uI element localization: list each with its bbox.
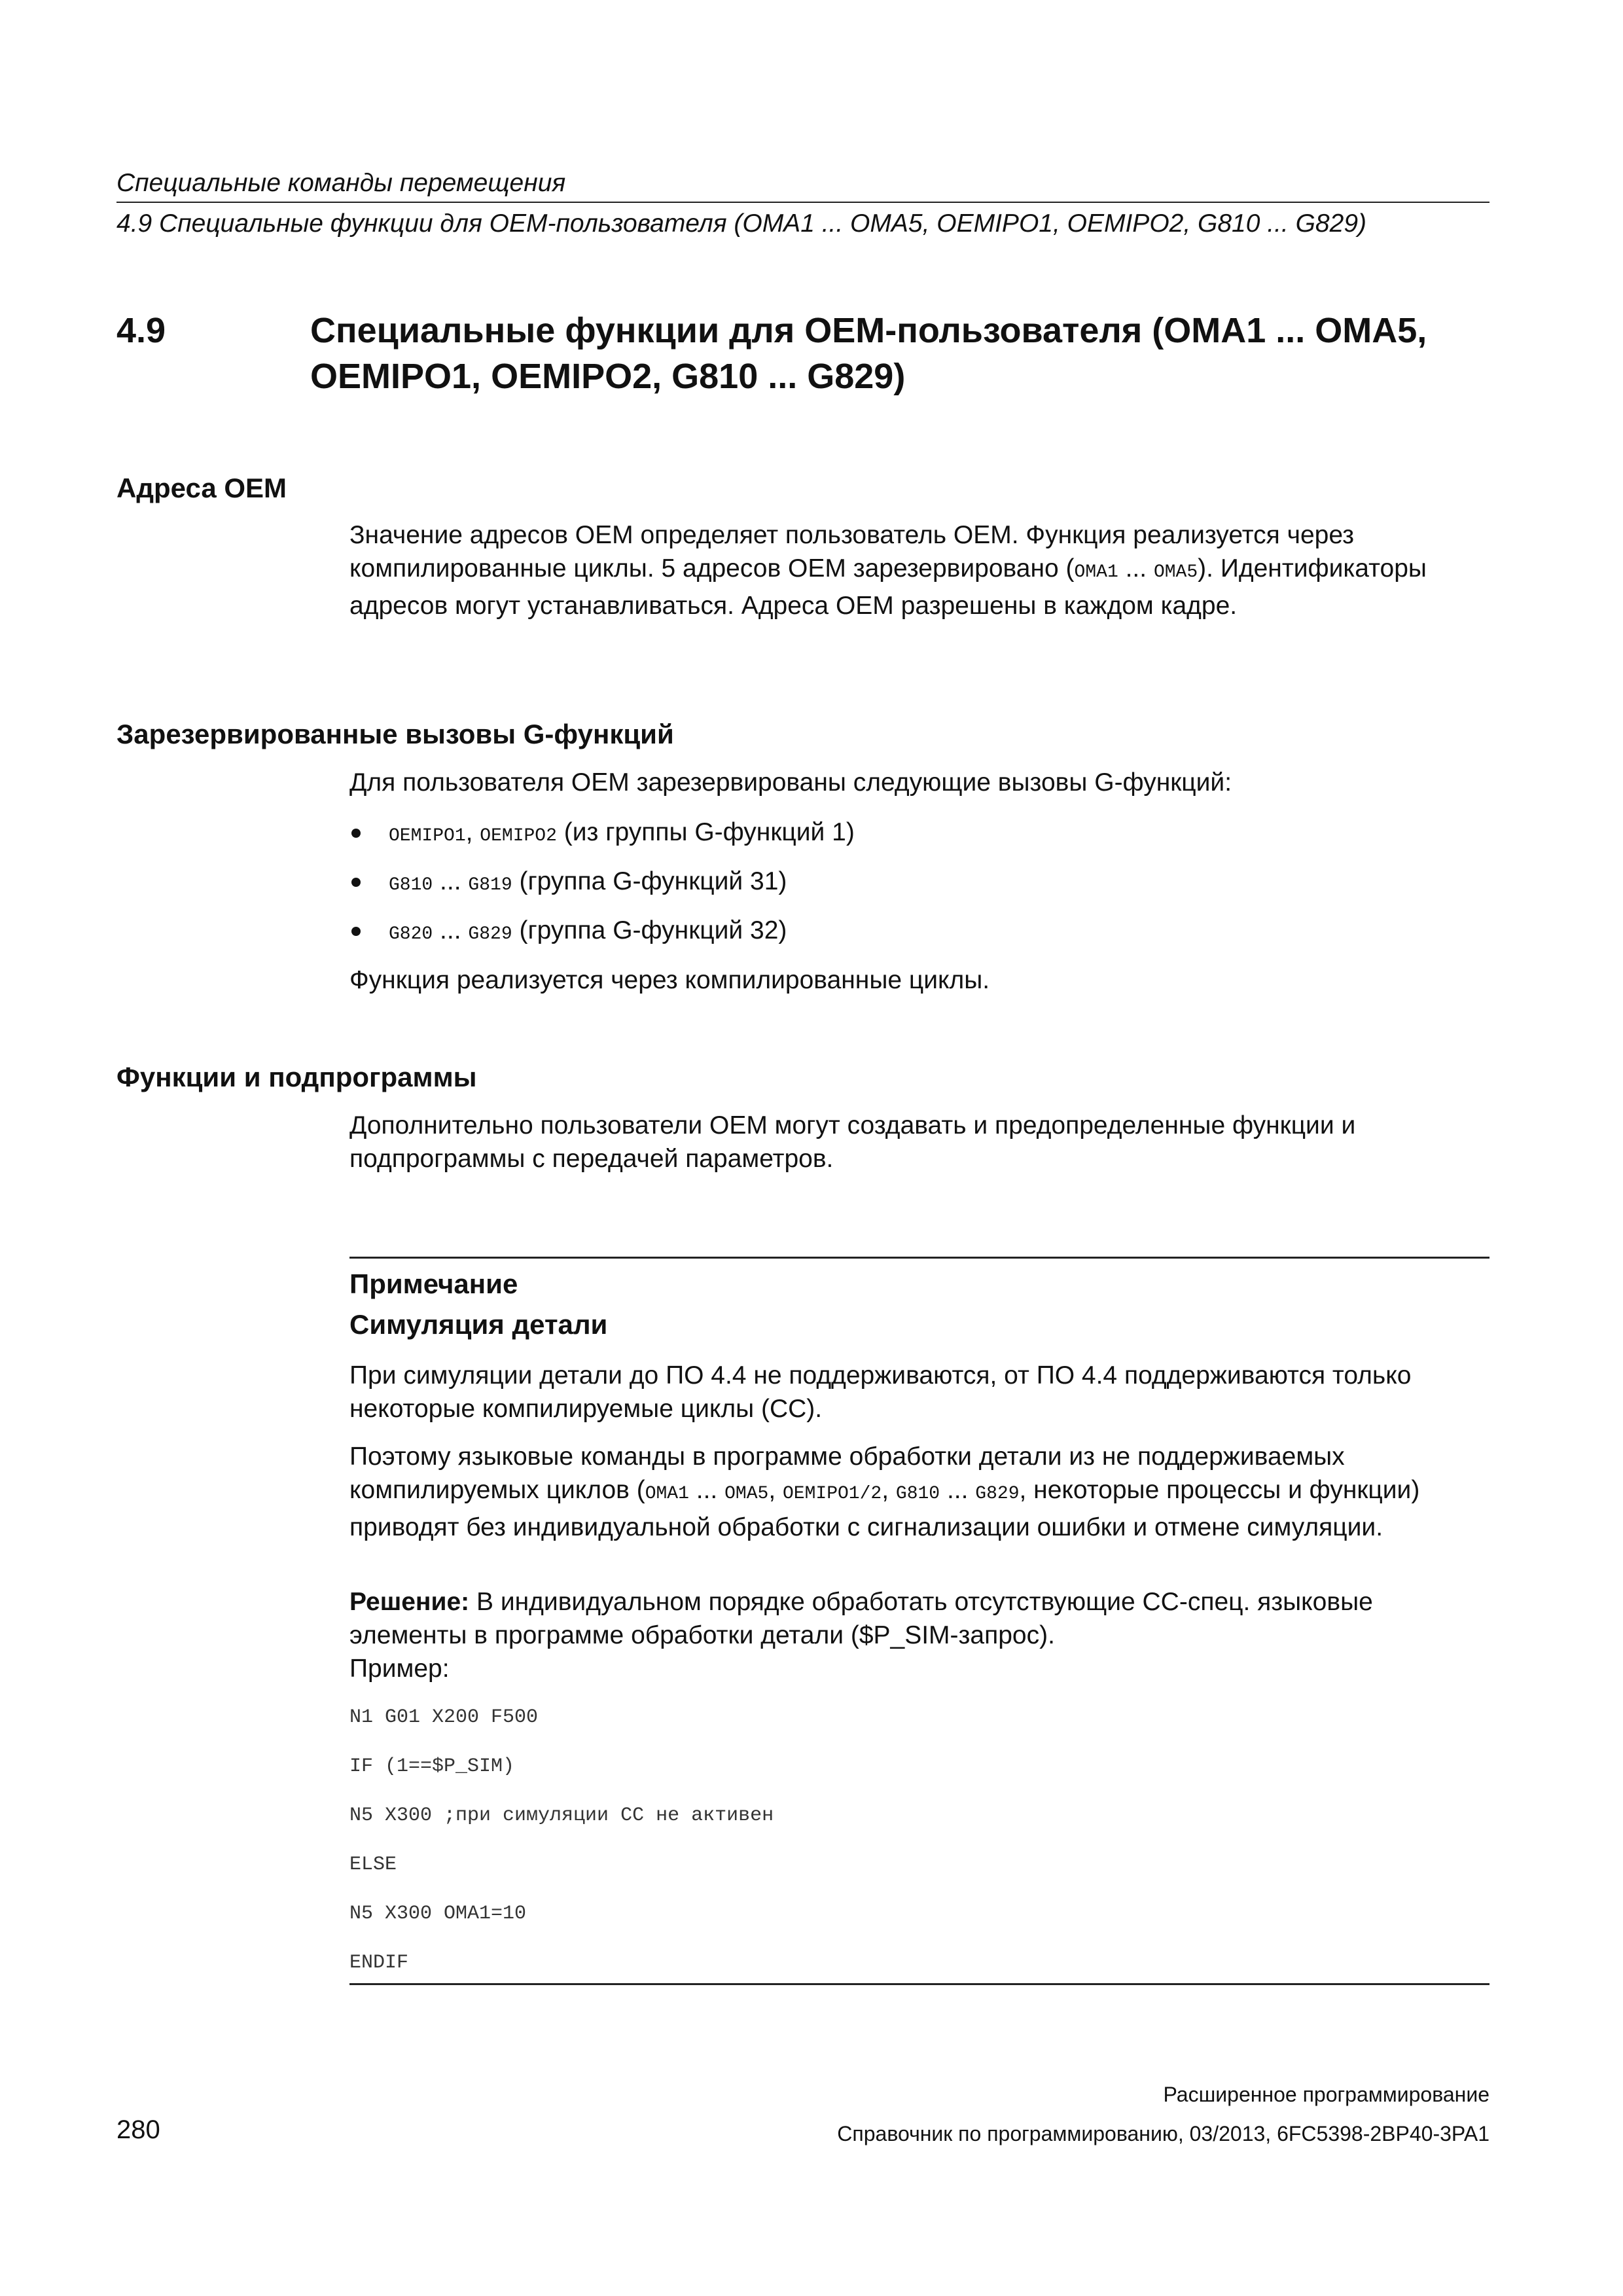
note-paragraph-1: При симуляции детали до ПО 4.4 не поддерживаются, от ПО 4.4 поддерживаются только некоторые компилируемые циклы (CC). [349, 1361, 1412, 1423]
code-oemipo: OEMIPO1/2 [782, 1484, 882, 1504]
footer-book-title: Расширенное программирование [1163, 2083, 1489, 2106]
code-oma5: OMA5 [724, 1484, 769, 1504]
code-line: ELSE [349, 1854, 397, 1876]
list-item [389, 816, 1436, 853]
bullet-1 [351, 829, 361, 838]
item-text: (группа G-функций 32) [512, 916, 787, 944]
code-oma1: OMA1 [1074, 562, 1118, 583]
code-line: N5 X300 OMA1=10 [349, 1903, 527, 1925]
example-label: Пример: [349, 1655, 450, 1683]
reserved-g-intro: Для пользователя OEM зарезервированы следующие вызовы G-функций: [349, 768, 1232, 797]
code-line: IF (1==$P_SIM) [349, 1755, 515, 1778]
code-b: G819 [468, 875, 512, 895]
code-line: ENDIF [349, 1952, 409, 1974]
oem-text-1: Значение адресов OEM определяет пользователь OEM. Функция реализуется через компилированные циклы. 5 адресов OEM зарезервировано ( [349, 521, 1355, 583]
note-bottom-rule [349, 1983, 1489, 1985]
p2-text-a: Поэтому языковые команды в программе обработки детали из не поддерживаемых компилируемых циклов ( [349, 1443, 1345, 1504]
sep: , [768, 1476, 783, 1504]
code-b: OEMIPO2 [480, 826, 557, 846]
sep: , [882, 1476, 896, 1504]
section-number: 4.9 [116, 311, 166, 350]
note-top-rule [349, 1257, 1489, 1259]
code-g810: G810 [895, 1484, 940, 1504]
heading-reserved-g: Зарезервированные вызовы G-функций [116, 719, 674, 749]
solution-text: В индивидуальном порядке обработать отсутствующие CC-спец. языковые элементы в программе обработки детали ($P_SIM-запрос). [349, 1588, 1373, 1649]
note-paragraph-2 [349, 1440, 1488, 1544]
heading-oem-addresses: Адреса OEM [116, 473, 287, 503]
sep: , [465, 818, 480, 846]
code-oma5: OMA5 [1153, 562, 1198, 583]
list-item [389, 914, 1436, 951]
sep: ... [433, 916, 469, 944]
note-title: Симуляция детали [349, 1309, 608, 1340]
paragraph-functions: Дополнительно пользователи OEM могут создавать и предопределенные функции и подпрограммы с передачей параметров. [349, 1111, 1356, 1173]
code-oma1: OMA1 [645, 1484, 689, 1504]
paragraph-oem-addresses [349, 518, 1488, 622]
item-text: (из группы G-функций 1) [556, 818, 855, 846]
reserved-g-outro: Функция реализуется через компилированные циклы. [349, 966, 990, 994]
sep: ... [433, 867, 469, 895]
list-item [389, 865, 1436, 902]
code-g829: G829 [975, 1484, 1020, 1504]
running-header-section: 4.9 Специальные функции для OEM-пользователя (OMA1 ... OMA5, OEMIPO1, OEMIPO2, G810 ... G829) [116, 209, 1366, 238]
heading-functions: Функции и подпрограммы [116, 1062, 477, 1092]
note-label: Примечание [349, 1268, 518, 1299]
code-b: G829 [468, 924, 512, 944]
note-solution [349, 1585, 1488, 1685]
code-a: OEMIPO1 [389, 826, 466, 846]
code-a: G820 [389, 924, 433, 944]
p2-text-b: , некоторые процессы и функции) приводят без индивидуальной обработки с сигнализации ошибки и отмене симуляции. [349, 1476, 1420, 1541]
bullet-3 [351, 927, 361, 936]
page-number: 280 [116, 2115, 160, 2144]
bullet-2 [351, 878, 361, 887]
footer-reference: Справочник по программированию, 03/2013, 6FC5398-2BP40-3PA1 [837, 2122, 1489, 2145]
header-rule [116, 202, 1489, 203]
section-title: Специальные функции для OEM-пользователя (OMA1 ... OMA5, OEMIPO1, OEMIPO2, G810 ... G829) [310, 311, 1427, 396]
sep: ... [940, 1476, 976, 1504]
oem-sep: ... [1118, 554, 1154, 583]
code-a: G810 [389, 875, 433, 895]
oem-text-2: ). Идентификаторы адресов могут устанавливаться. Адреса OEM разрешены в каждом кадре. [349, 554, 1427, 620]
code-line: N5 X300 ;при симуляции CC не активен [349, 1804, 774, 1827]
solution-label: Решение: [349, 1588, 470, 1616]
item-text: (группа G-функций 31) [512, 867, 787, 895]
sep: ... [688, 1476, 725, 1504]
code-line: N1 G01 X200 F500 [349, 1706, 539, 1729]
running-header-chapter: Специальные команды перемещения [116, 169, 566, 197]
